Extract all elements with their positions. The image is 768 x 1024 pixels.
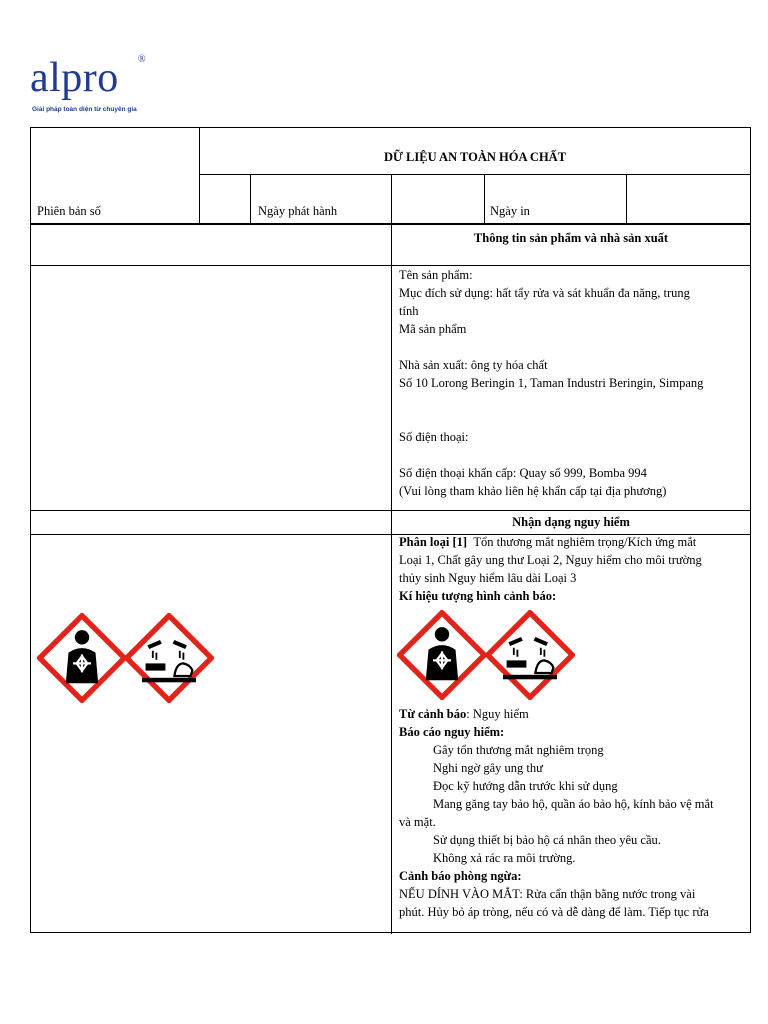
company-logo: [30, 56, 170, 120]
health-hazard-pictogram: [37, 613, 127, 703]
corrosion-pictogram: [124, 613, 214, 703]
signal-word: Nguy hiểm: [472, 707, 529, 721]
signal-word-label: Từ cảnh báo: [399, 707, 467, 721]
address-line: Số 10 Lorong Beringin 1, Taman Industri Beringin, Simpang: [399, 376, 704, 390]
product-name-line: Tên sản phẩm:: [399, 268, 473, 282]
version-label: Phiên bản số: [37, 204, 101, 218]
hazard-statement-cont: và mặt.: [399, 815, 436, 829]
hazard-statement: Sử dụng thiết bị bảo hộ cá nhân theo yêu cầu.: [433, 833, 661, 847]
product-code-line: Mã sản phẩm: [399, 322, 467, 336]
issue-date-label: Ngày phát hành: [258, 204, 338, 218]
section1-heading: Thông tin sản phẩm và nhà sản xuất: [473, 231, 669, 245]
pictogram-label: Kí hiệu tượng hình cảnh báo:: [399, 589, 557, 603]
hazard-statement: Đọc kỹ hướng dẫn trước khi sử dụng: [433, 779, 618, 793]
classification-line: Tổn thương mắt nghiêm trọng/Kích ứng mắt: [473, 535, 697, 549]
phone-line: Số điện thoại:: [399, 430, 469, 444]
hazard-statement: Gây tổn thương mắt nghiêm trọng: [433, 743, 604, 757]
emergency-phone-line: Số điện thoại khẩn cấp: Quay số 999, Bomba 994: [399, 466, 647, 480]
section2-heading: Nhận dạng nguy hiểm: [512, 515, 630, 529]
registered-mark: ®: [138, 54, 146, 65]
product-info-block: [399, 266, 703, 500]
precaution-line: NẾU DÍNH VÀO MẮT: Rửa cẩn thận bằng nước trong vài: [399, 887, 696, 901]
manufacturer-line: Nhà sản xuất: ông ty hóa chất: [399, 358, 548, 372]
classification-label: Phân loại [1]: [399, 535, 468, 549]
classification-line: thủy sinh Nguy hiểm lâu dài Loại 3: [399, 571, 577, 585]
classification-line: Loại 1, Chất gây ung thư Loại 2, Nguy hiểm cho môi trường: [399, 553, 702, 567]
logo-wordmark: alpro: [30, 55, 119, 101]
intended-use-line-cont: tính: [399, 304, 419, 318]
document-title: DỮ LIỆU AN TOÀN HÓA CHẤT: [383, 150, 567, 164]
intended-use-line: Mục đích sử dụng: hất tẩy rửa và sát khuẩn đa năng, trung: [399, 286, 690, 300]
precaution-label: Cảnh báo phòng ngừa:: [399, 869, 522, 883]
corrosion-pictogram: [485, 610, 575, 700]
hazard-statement: Nghi ngờ gây ung thư: [433, 761, 543, 775]
print-date-label: Ngày in: [490, 204, 530, 218]
hazard-statement: Mang găng tay bảo hộ, quần áo bảo hộ, kính bảo vệ mắt: [433, 797, 714, 811]
sds-table: [30, 127, 751, 933]
hazard-statements-label: Báo cáo nguy hiểm:: [399, 725, 505, 739]
health-hazard-pictogram: [397, 610, 487, 700]
emergency-note-line: (Vui lòng tham khảo liên hệ khẩn cấp tại địa phương): [399, 484, 667, 498]
logo-tagline: Giải pháp toàn diện từ chuyên gia: [32, 106, 137, 113]
hazard-identification-block: Phân loại [1] Tổn thương mắt nghiêm trọng/Kích ứng mắt Loại 1, Chất gây ung thư Loại 2, Nguy hiểm cho môi trường thủy sinh Nguy hiểm lâu dài Loại 3 Kí hiệu tượng hình cảnh báo: Từ cảnh báo: Nguy hiểm Báo cáo nguy hiểm: Gây tổn thương mắt nghiêm trọng Nghi ngờ gây ung thư Đọc kỹ hướng dẫn trước khi sử dụng Mang găng tay bảo hộ, quần áo bảo hộ, kính bảo vệ mắt và mặt. Sử dụng thiết bị bảo hộ cá nhân theo yêu cầu. Không xả rác ra môi trường. Cảnh báo phòng ngừa: NẾU DÍNH VÀO MẮT: Rửa cẩn thận bằng nước trong vài phút. Hủy bỏ áp tròng, nếu có và dễ dàng để làm. Tiếp tục rửa: [399, 535, 714, 919]
hazard-statement: Không xả rác ra môi trường.: [433, 851, 576, 865]
precaution-line: phút. Hủy bỏ áp tròng, nếu có và dễ dàng để làm. Tiếp tục rửa: [399, 905, 709, 919]
